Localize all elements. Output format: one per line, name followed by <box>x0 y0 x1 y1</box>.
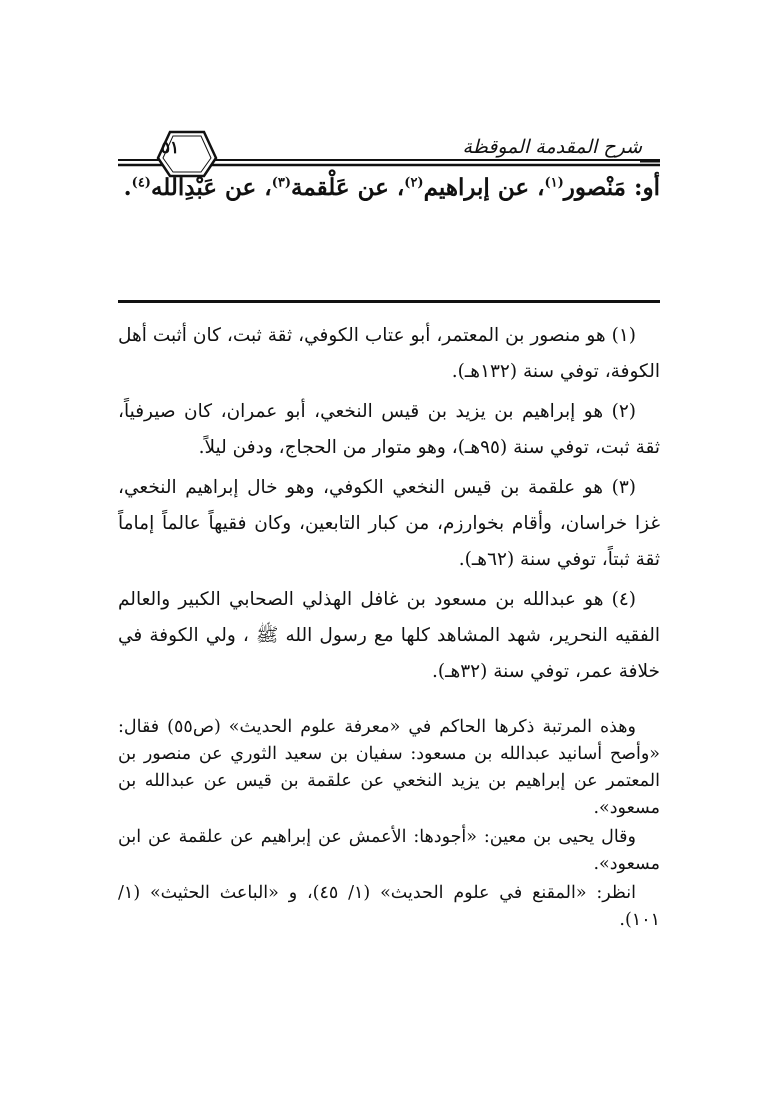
footnotes <box>118 318 660 694</box>
footnote-4-continuation <box>118 714 660 936</box>
note-paragraph-ibn-maeen: وقال يحيى بن معين: «أجودها: الأعمش عن إبراهيم عن علقمة عن ابن مسعود». <box>118 827 660 874</box>
footnote-separator <box>118 300 660 303</box>
footnote-2: (٢) هو إبراهيم بن يزيد بن قيس النخعي، أبو عمران، كان صيرفياً، ثقة ثبت، توفي سنة (٩٥هـ)، وهو متوار من الحجاج، ودفن ليلاً. <box>118 401 660 458</box>
note-paragraph-hakim: وهذه المرتبة ذكرها الحاكم في «معرفة علوم الحديث» (ص٥٥) فقال: «وأصح أسانيد عبدالله بن مسعود: سفيان بن سعيد الثوري عن منصور بن المعتمر عن إبراهيم بن يزيد النخعي عن علقمة بن قيس عن عبدالله بن مسعود». <box>118 717 660 818</box>
footnote-3: (٣) هو علقمة بن قيس النخعي الكوفي، وهو خال إبراهيم النخعي، غزا خراسان، وأقام بخوارزم، من كبار التابعين، وكان فقيهاً عالماً إماماً ثقة ثبتاً، توفي سنة (٦٢هـ). <box>118 477 660 570</box>
main-text-segment: أو: مَنْصور <box>563 174 660 201</box>
footnote-4: (٤) هو عبدالله بن مسعود بن غافل الهذلي الصحابي الكبير والعالم الفقيه النحرير، شهد المشاهد كلها مع رسول الله ﷺ ، ولي الكوفة في خلافة عمر، توفي سنة (٣٢هـ). <box>118 589 660 682</box>
page-number: ٥١ <box>160 138 180 158</box>
footnote-ref-4[interactable]: (٤) <box>131 175 151 191</box>
main-text-segment: . <box>123 174 132 201</box>
main-text-line <box>100 174 660 201</box>
footnote-ref-2[interactable]: (٢) <box>404 175 424 191</box>
note-paragraph-references: انظر: «المقنع في علوم الحديث» (١/ ٤٥)، و «الباعث الحثيث» (١/ ١٠١). <box>118 883 660 930</box>
footnote-ref-3[interactable]: (٣) <box>271 175 291 191</box>
main-text-segment: ، عن عَلْقمة <box>291 174 405 201</box>
footnote-ref-1[interactable]: (١) <box>544 175 564 191</box>
footnote-1: (١) هو منصور بن المعتمر، أبو عتاب الكوفي، ثقة ثبت، كان أثبت أهل الكوفة، توفي سنة (١٣٢هـ). <box>118 325 660 382</box>
main-text-segment: ، عن عَبْدِالله <box>150 174 272 201</box>
running-header <box>118 120 660 180</box>
running-header-title: شرح المقدمة الموقظة <box>459 136 646 158</box>
main-text-segment: ، عن إبراهيم <box>423 174 545 201</box>
